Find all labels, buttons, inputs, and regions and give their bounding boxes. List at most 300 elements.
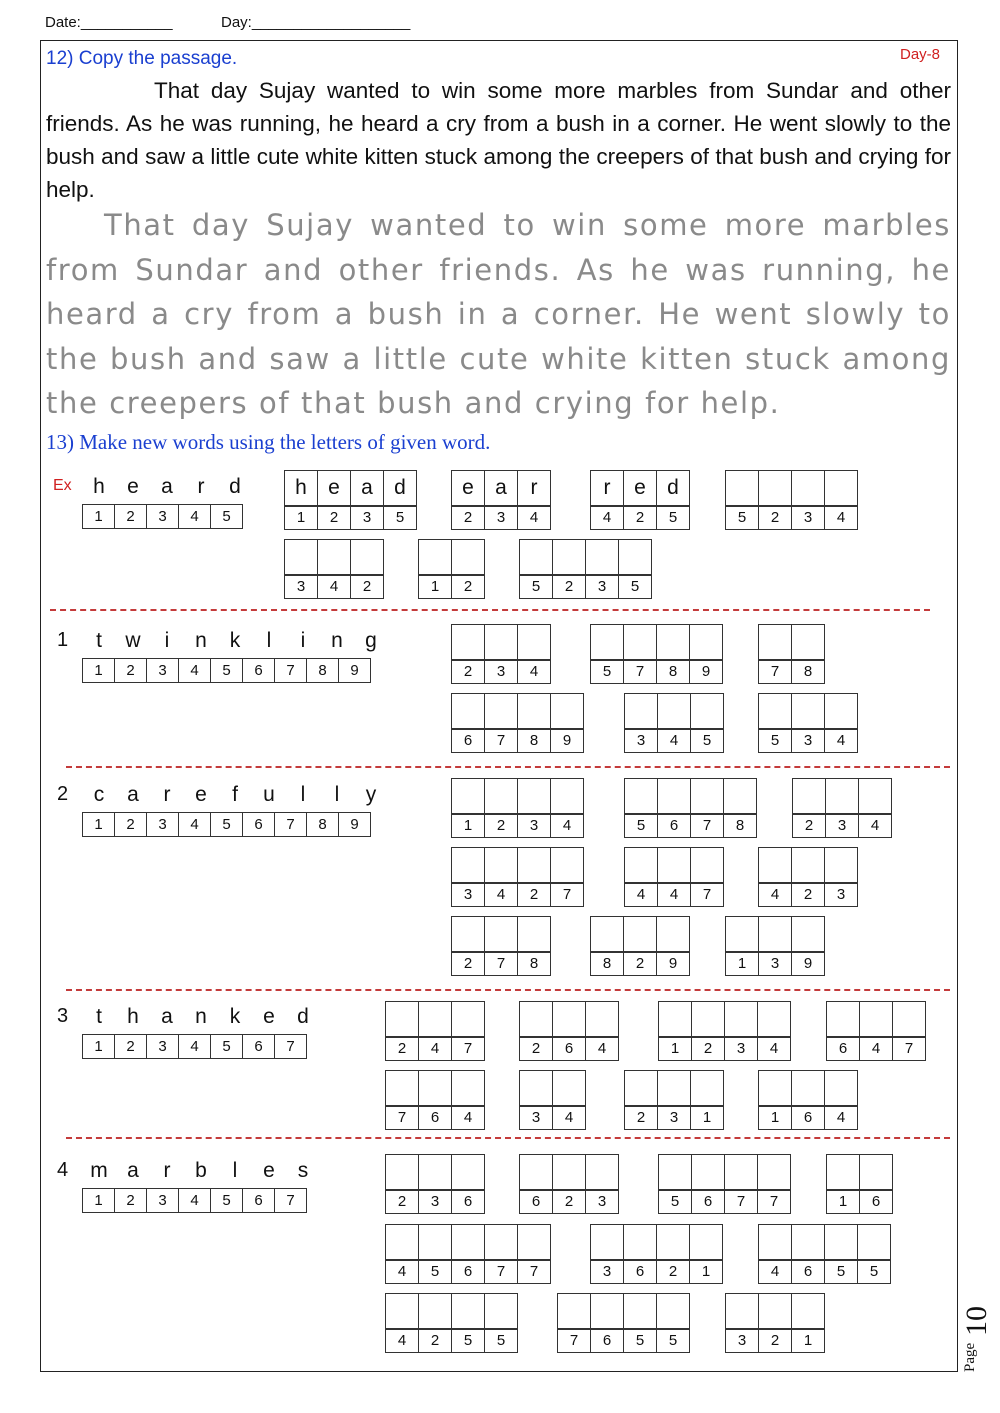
answer-letter-row (519, 1070, 585, 1106)
day-tag: Day-8 (900, 46, 941, 63)
answer-box (590, 470, 689, 530)
answer-letter-cell[interactable] (791, 1224, 825, 1260)
given-word-letters (82, 475, 252, 505)
answer-letter-cell[interactable] (792, 778, 826, 814)
answer-number-cell: 3 (825, 814, 859, 838)
answer-letter-cell[interactable]: r (517, 470, 551, 506)
answer-number-row (519, 1037, 618, 1061)
question-1-number: 1 (57, 629, 69, 651)
answer-number-cell: 5 (383, 506, 417, 530)
answer-letter-cell[interactable]: d (383, 470, 417, 506)
answer-letter-cell[interactable] (550, 778, 584, 814)
number-cell: 5 (210, 658, 243, 683)
answer-number-cell: 6 (623, 1260, 657, 1284)
answer-number-cell: 4 (858, 814, 892, 838)
number-cell: 7 (274, 812, 307, 837)
answer-number-row (451, 506, 550, 530)
answer-box (725, 1293, 824, 1353)
answer-letter-cell[interactable] (824, 1070, 858, 1106)
answer-letter-cell[interactable] (724, 1001, 758, 1037)
answer-box (451, 847, 583, 907)
answer-letter-cell[interactable] (824, 470, 858, 506)
answer-letter-cell[interactable]: a (350, 470, 384, 506)
answer-number-cell: 2 (552, 1190, 586, 1214)
number-cell: 6 (242, 1188, 275, 1213)
answer-letter-cell[interactable] (484, 693, 518, 729)
answer-letter-cell[interactable] (418, 1070, 452, 1106)
number-cell: 4 (178, 1034, 211, 1059)
answer-letter-row (658, 1154, 790, 1190)
answer-number-cell: 7 (385, 1106, 419, 1130)
answer-number-cell: 4 (824, 1106, 858, 1130)
answer-letter-cell[interactable] (519, 539, 553, 575)
given-letter: n (331, 629, 343, 652)
answer-number-row (758, 1106, 857, 1130)
answer-letter-row (451, 778, 583, 814)
answer-number-cell: 7 (724, 1190, 758, 1214)
answer-number-cell: 4 (451, 1106, 485, 1130)
answer-letter-cell[interactable] (519, 1070, 553, 1106)
answer-letter-cell[interactable] (284, 539, 318, 575)
answer-letter-cell[interactable] (517, 693, 551, 729)
answer-number-row (590, 506, 689, 530)
given-letter: a (127, 783, 139, 806)
given-letter: a (161, 1005, 173, 1028)
answer-letter-row (624, 847, 723, 883)
answer-letter-cell[interactable] (758, 470, 792, 506)
answer-letter-cell[interactable] (624, 847, 658, 883)
answer-letter-cell[interactable] (758, 1070, 792, 1106)
answer-number-cell: 7 (517, 1260, 551, 1284)
answer-letter-cell[interactable] (517, 778, 551, 814)
answer-letter-cell[interactable] (691, 1154, 725, 1190)
answer-box (385, 1070, 484, 1130)
answer-letter-cell[interactable] (451, 624, 485, 660)
answer-number-cell: 3 (350, 506, 384, 530)
answer-letter-cell[interactable] (418, 1293, 452, 1329)
given-letter: d (229, 475, 241, 498)
answer-box (451, 624, 550, 684)
answer-letter-cell[interactable] (791, 916, 825, 952)
answer-letter-cell[interactable] (658, 1001, 692, 1037)
answer-letter-cell[interactable] (418, 1001, 452, 1037)
answer-number-row (590, 1260, 722, 1284)
answer-letter-cell[interactable] (758, 693, 792, 729)
passage-text: That day Sujay wanted to win some more marbles from Sundar and other friends. As he was running, he heard a cry from a bush in a corner. He went slowly to the bush and saw a little cute white kitten stuck among the creepers of that bush and crying for help. (46, 78, 951, 202)
given-word-letters (82, 1005, 320, 1035)
answer-box (725, 916, 824, 976)
given-letter: c (93, 783, 105, 806)
answer-number-row (385, 1329, 517, 1353)
answer-letter-cell[interactable] (623, 1224, 657, 1260)
answer-letter-cell[interactable] (791, 624, 825, 660)
answer-letter-cell[interactable] (517, 624, 551, 660)
answer-letter-row (758, 693, 857, 729)
answer-number-row (284, 506, 416, 530)
answer-letter-cell[interactable] (824, 693, 858, 729)
answer-letter-cell[interactable] (590, 624, 624, 660)
answer-number-row (725, 952, 824, 976)
answer-letter-cell[interactable] (451, 1001, 485, 1037)
given-word-numbers (82, 812, 370, 837)
answer-number-row (451, 729, 583, 753)
answer-letter-cell[interactable]: e (317, 470, 351, 506)
answer-letter-cell[interactable]: h (284, 470, 318, 506)
answer-letter-cell[interactable] (418, 1224, 452, 1260)
answer-number-cell: 8 (590, 952, 624, 976)
answer-letter-cell[interactable] (690, 847, 724, 883)
answer-letter-cell[interactable] (557, 1293, 591, 1329)
answer-letter-row (590, 470, 689, 506)
answer-letter-cell[interactable] (350, 539, 384, 575)
answer-letter-cell[interactable] (757, 1154, 791, 1190)
given-letter: t (96, 1005, 102, 1028)
answer-box (758, 693, 857, 753)
answer-number-cell: 6 (826, 1037, 860, 1061)
answer-number-cell: 7 (758, 660, 792, 684)
answer-number-cell: 1 (725, 952, 759, 976)
answer-letter-cell[interactable] (689, 1224, 723, 1260)
answer-letter-cell[interactable] (317, 539, 351, 575)
answer-number-cell: 4 (385, 1329, 419, 1353)
answer-number-cell: 4 (517, 506, 551, 530)
answer-letter-cell[interactable] (385, 1293, 419, 1329)
answer-letter-cell[interactable] (859, 1154, 893, 1190)
number-cell: 5 (210, 1188, 243, 1213)
answer-number-cell: 3 (284, 575, 318, 599)
answer-letter-cell[interactable] (552, 1154, 586, 1190)
given-word-numbers (82, 504, 242, 529)
answer-number-cell: 2 (758, 506, 792, 530)
answer-box (624, 1070, 723, 1130)
answer-letter-cell[interactable] (624, 693, 658, 729)
answer-number-cell: 8 (517, 729, 551, 753)
answer-number-row (284, 575, 383, 599)
answer-number-row (658, 1190, 790, 1214)
number-cell: 5 (210, 1034, 243, 1059)
answer-number-cell: 5 (519, 575, 553, 599)
answer-box (519, 1154, 618, 1214)
answer-letter-cell[interactable] (724, 1154, 758, 1190)
answer-letter-cell[interactable] (690, 778, 724, 814)
given-letter: l (232, 1159, 238, 1182)
answer-number-cell: 4 (418, 1037, 452, 1061)
answer-letter-cell[interactable] (385, 1070, 419, 1106)
number-cell: 7 (274, 1034, 307, 1059)
answer-number-row (758, 660, 824, 684)
answer-letter-row (624, 778, 756, 814)
answer-box (385, 1154, 484, 1214)
answer-letter-cell[interactable] (451, 1154, 485, 1190)
answer-letter-cell[interactable] (758, 624, 792, 660)
answer-number-row (385, 1190, 484, 1214)
answer-number-row (725, 506, 857, 530)
answer-letter-cell[interactable] (517, 1224, 551, 1260)
answer-letter-cell[interactable] (385, 1224, 419, 1260)
answer-box (624, 778, 756, 838)
answer-number-cell: 3 (724, 1037, 758, 1061)
answer-number-cell: 3 (725, 1329, 759, 1353)
answer-letter-cell[interactable] (826, 1154, 860, 1190)
answer-letter-cell[interactable] (618, 539, 652, 575)
answer-letter-cell[interactable] (552, 1070, 586, 1106)
answer-letter-cell[interactable] (623, 1293, 657, 1329)
answer-letter-row (590, 916, 689, 952)
answer-number-row (557, 1329, 689, 1353)
answer-letter-cell[interactable] (550, 693, 584, 729)
answer-number-cell: 7 (690, 814, 724, 838)
answer-number-row (451, 814, 583, 838)
answer-number-cell: 2 (517, 883, 551, 907)
given-word-letters (82, 783, 388, 813)
number-cell: 1 (82, 812, 115, 837)
answer-letter-row (385, 1001, 484, 1037)
answer-letter-cell[interactable]: r (590, 470, 624, 506)
given-letter: y (365, 783, 377, 806)
answer-box (725, 470, 857, 530)
given-letter: e (263, 1159, 275, 1182)
answer-box (624, 693, 723, 753)
answer-number-cell: 5 (624, 814, 658, 838)
given-letter: t (96, 629, 102, 652)
answer-letter-cell[interactable] (757, 1001, 791, 1037)
answer-letter-cell[interactable] (656, 1224, 690, 1260)
answer-number-cell: 1 (658, 1037, 692, 1061)
answer-letter-cell[interactable] (624, 778, 658, 814)
answer-box (519, 1070, 585, 1130)
answer-letter-cell[interactable] (892, 1001, 926, 1037)
separator-line (66, 1137, 950, 1139)
answer-letter-cell[interactable]: a (484, 470, 518, 506)
number-cell: 1 (82, 1034, 115, 1059)
answer-letter-cell[interactable] (656, 916, 690, 952)
answer-letter-row (451, 470, 550, 506)
answer-letter-cell[interactable] (725, 1293, 759, 1329)
number-cell: 1 (82, 658, 115, 683)
answer-letter-cell[interactable] (623, 916, 657, 952)
answer-letter-cell[interactable] (484, 624, 518, 660)
answer-number-row (519, 575, 651, 599)
answer-letter-cell[interactable] (657, 693, 691, 729)
number-cell: 7 (274, 658, 307, 683)
answer-number-cell: 3 (451, 883, 485, 907)
answer-letter-cell[interactable] (725, 916, 759, 952)
answer-letter-cell[interactable] (385, 1154, 419, 1190)
answer-letter-cell[interactable] (484, 1224, 518, 1260)
answer-number-cell: 7 (892, 1037, 926, 1061)
number-cell: 7 (274, 1188, 307, 1213)
answer-number-cell: 6 (691, 1190, 725, 1214)
answer-letter-row (519, 1001, 618, 1037)
answer-number-cell: 9 (689, 660, 723, 684)
number-cell: 4 (178, 658, 211, 683)
answer-number-row (624, 729, 723, 753)
answer-letter-cell[interactable] (859, 1001, 893, 1037)
answer-letter-cell[interactable] (824, 1224, 858, 1260)
given-letter: f (232, 783, 238, 806)
answer-letter-cell[interactable] (791, 1293, 825, 1329)
answer-number-row (826, 1037, 925, 1061)
given-letter: u (263, 783, 275, 806)
answer-letter-cell[interactable] (517, 847, 551, 883)
answer-number-cell: 2 (656, 1260, 690, 1284)
answer-number-row (519, 1106, 585, 1130)
answer-box (385, 1001, 484, 1061)
answer-number-cell: 3 (624, 729, 658, 753)
answer-number-cell: 6 (791, 1106, 825, 1130)
answer-letter-cell[interactable] (656, 1293, 690, 1329)
answer-letter-cell[interactable] (590, 1293, 624, 1329)
answer-number-cell: 5 (656, 1329, 690, 1353)
answer-number-cell: 6 (451, 729, 485, 753)
answer-letter-cell[interactable] (758, 1293, 792, 1329)
answer-letter-cell[interactable] (791, 847, 825, 883)
answer-letter-cell[interactable]: e (623, 470, 657, 506)
answer-letter-cell[interactable]: e (451, 470, 485, 506)
answer-letter-cell[interactable] (451, 693, 485, 729)
answer-box (658, 1001, 790, 1061)
answer-letter-cell[interactable] (484, 1293, 518, 1329)
answer-number-cell: 6 (552, 1037, 586, 1061)
answer-letter-cell[interactable] (791, 1070, 825, 1106)
answer-letter-cell[interactable] (791, 693, 825, 729)
answer-letter-cell[interactable] (418, 1154, 452, 1190)
number-cell: 2 (114, 658, 147, 683)
answer-number-cell: 2 (484, 814, 518, 838)
answer-letter-cell[interactable] (484, 847, 518, 883)
answer-letter-cell[interactable] (517, 916, 551, 952)
number-cell: 2 (114, 1034, 147, 1059)
answer-number-cell: 7 (484, 952, 518, 976)
given-letter: a (127, 1159, 139, 1182)
answer-letter-cell[interactable] (858, 778, 892, 814)
day-label: Day:___________________ (221, 14, 411, 31)
answer-letter-cell[interactable] (825, 778, 859, 814)
answer-box (385, 1293, 517, 1353)
answer-number-cell: 4 (757, 1037, 791, 1061)
date-label: Date:___________ (45, 14, 173, 31)
answer-letter-cell[interactable] (451, 1224, 485, 1260)
answer-number-row (418, 575, 484, 599)
answer-letter-cell[interactable] (857, 1224, 891, 1260)
answer-letter-cell[interactable] (590, 1224, 624, 1260)
answer-number-cell: 3 (657, 1106, 691, 1130)
answer-number-cell: 8 (791, 660, 825, 684)
answer-letter-cell[interactable] (451, 778, 485, 814)
answer-letter-cell[interactable] (552, 539, 586, 575)
answer-number-cell: 6 (451, 1260, 485, 1284)
answer-letter-cell[interactable] (791, 470, 825, 506)
answer-letter-cell[interactable] (657, 847, 691, 883)
answer-number-cell: 1 (758, 1106, 792, 1130)
answer-letter-cell[interactable] (758, 1224, 792, 1260)
answer-letter-cell[interactable] (656, 624, 690, 660)
answer-letter-cell[interactable] (826, 1001, 860, 1037)
answer-letter-cell[interactable]: d (656, 470, 690, 506)
answer-number-cell: 2 (317, 506, 351, 530)
answer-letter-cell[interactable] (385, 1001, 419, 1037)
answer-number-cell: 2 (791, 883, 825, 907)
answer-letter-cell[interactable] (824, 847, 858, 883)
answer-letter-cell[interactable] (451, 1070, 485, 1106)
answer-letter-cell[interactable] (484, 778, 518, 814)
answer-letter-cell[interactable] (658, 1154, 692, 1190)
answer-number-cell: 5 (484, 1329, 518, 1353)
answer-number-row (725, 1329, 824, 1353)
answer-number-cell: 5 (623, 1329, 657, 1353)
answer-letter-cell[interactable] (689, 624, 723, 660)
answer-letter-cell[interactable] (552, 1001, 586, 1037)
answer-number-cell: 4 (758, 883, 792, 907)
answer-letter-cell[interactable] (418, 539, 452, 575)
answer-number-cell: 6 (590, 1329, 624, 1353)
answer-number-row (451, 660, 550, 684)
answer-letter-cell[interactable] (451, 847, 485, 883)
answer-letter-row (519, 1154, 618, 1190)
answer-letter-cell[interactable] (691, 1001, 725, 1037)
answer-letter-cell[interactable] (451, 916, 485, 952)
answer-box (658, 1154, 790, 1214)
answer-letter-cell[interactable] (690, 693, 724, 729)
answer-letter-cell[interactable] (657, 1070, 691, 1106)
answer-letter-cell[interactable] (624, 1070, 658, 1106)
answer-box (758, 1070, 857, 1130)
answer-letter-row (792, 778, 891, 814)
answer-letter-cell[interactable] (723, 778, 757, 814)
answer-box (451, 778, 583, 838)
answer-number-row (758, 729, 857, 753)
answer-box (826, 1001, 925, 1061)
answer-letter-cell[interactable] (657, 778, 691, 814)
answer-number-row (624, 1106, 723, 1130)
answer-number-cell: 4 (859, 1037, 893, 1061)
section-12-title: 12) Copy the passage. (46, 48, 238, 69)
answer-letter-cell[interactable] (550, 847, 584, 883)
answer-number-cell: 1 (284, 506, 318, 530)
answer-letter-cell[interactable] (451, 539, 485, 575)
answer-number-cell: 2 (385, 1190, 419, 1214)
answer-number-row (758, 1260, 890, 1284)
answer-letter-cell[interactable] (758, 847, 792, 883)
answer-number-cell: 4 (657, 729, 691, 753)
answer-letter-cell[interactable] (585, 1001, 619, 1037)
answer-letter-cell[interactable] (725, 470, 759, 506)
answer-letter-cell[interactable] (758, 916, 792, 952)
answer-number-cell: 1 (791, 1329, 825, 1353)
answer-box (624, 847, 723, 907)
answer-letter-row (284, 470, 416, 506)
answer-letter-cell[interactable] (690, 1070, 724, 1106)
answer-letter-cell[interactable] (519, 1154, 553, 1190)
number-cell: 4 (178, 1188, 211, 1213)
answer-number-cell: 1 (690, 1106, 724, 1130)
answer-letter-cell[interactable] (585, 539, 619, 575)
answer-letter-cell[interactable] (484, 916, 518, 952)
answer-letter-cell[interactable] (585, 1154, 619, 1190)
answer-number-cell: 4 (824, 729, 858, 753)
given-letter: s (297, 1159, 309, 1182)
answer-number-row (385, 1260, 550, 1284)
answer-letter-row (590, 624, 722, 660)
given-letter: d (297, 1005, 309, 1028)
answer-letter-cell[interactable] (590, 916, 624, 952)
answer-number-row (624, 883, 723, 907)
answer-letter-cell[interactable] (519, 1001, 553, 1037)
given-letter: i (300, 629, 306, 652)
answer-letter-cell[interactable] (451, 1293, 485, 1329)
answer-letter-cell[interactable] (623, 624, 657, 660)
answer-number-cell: 3 (484, 506, 518, 530)
